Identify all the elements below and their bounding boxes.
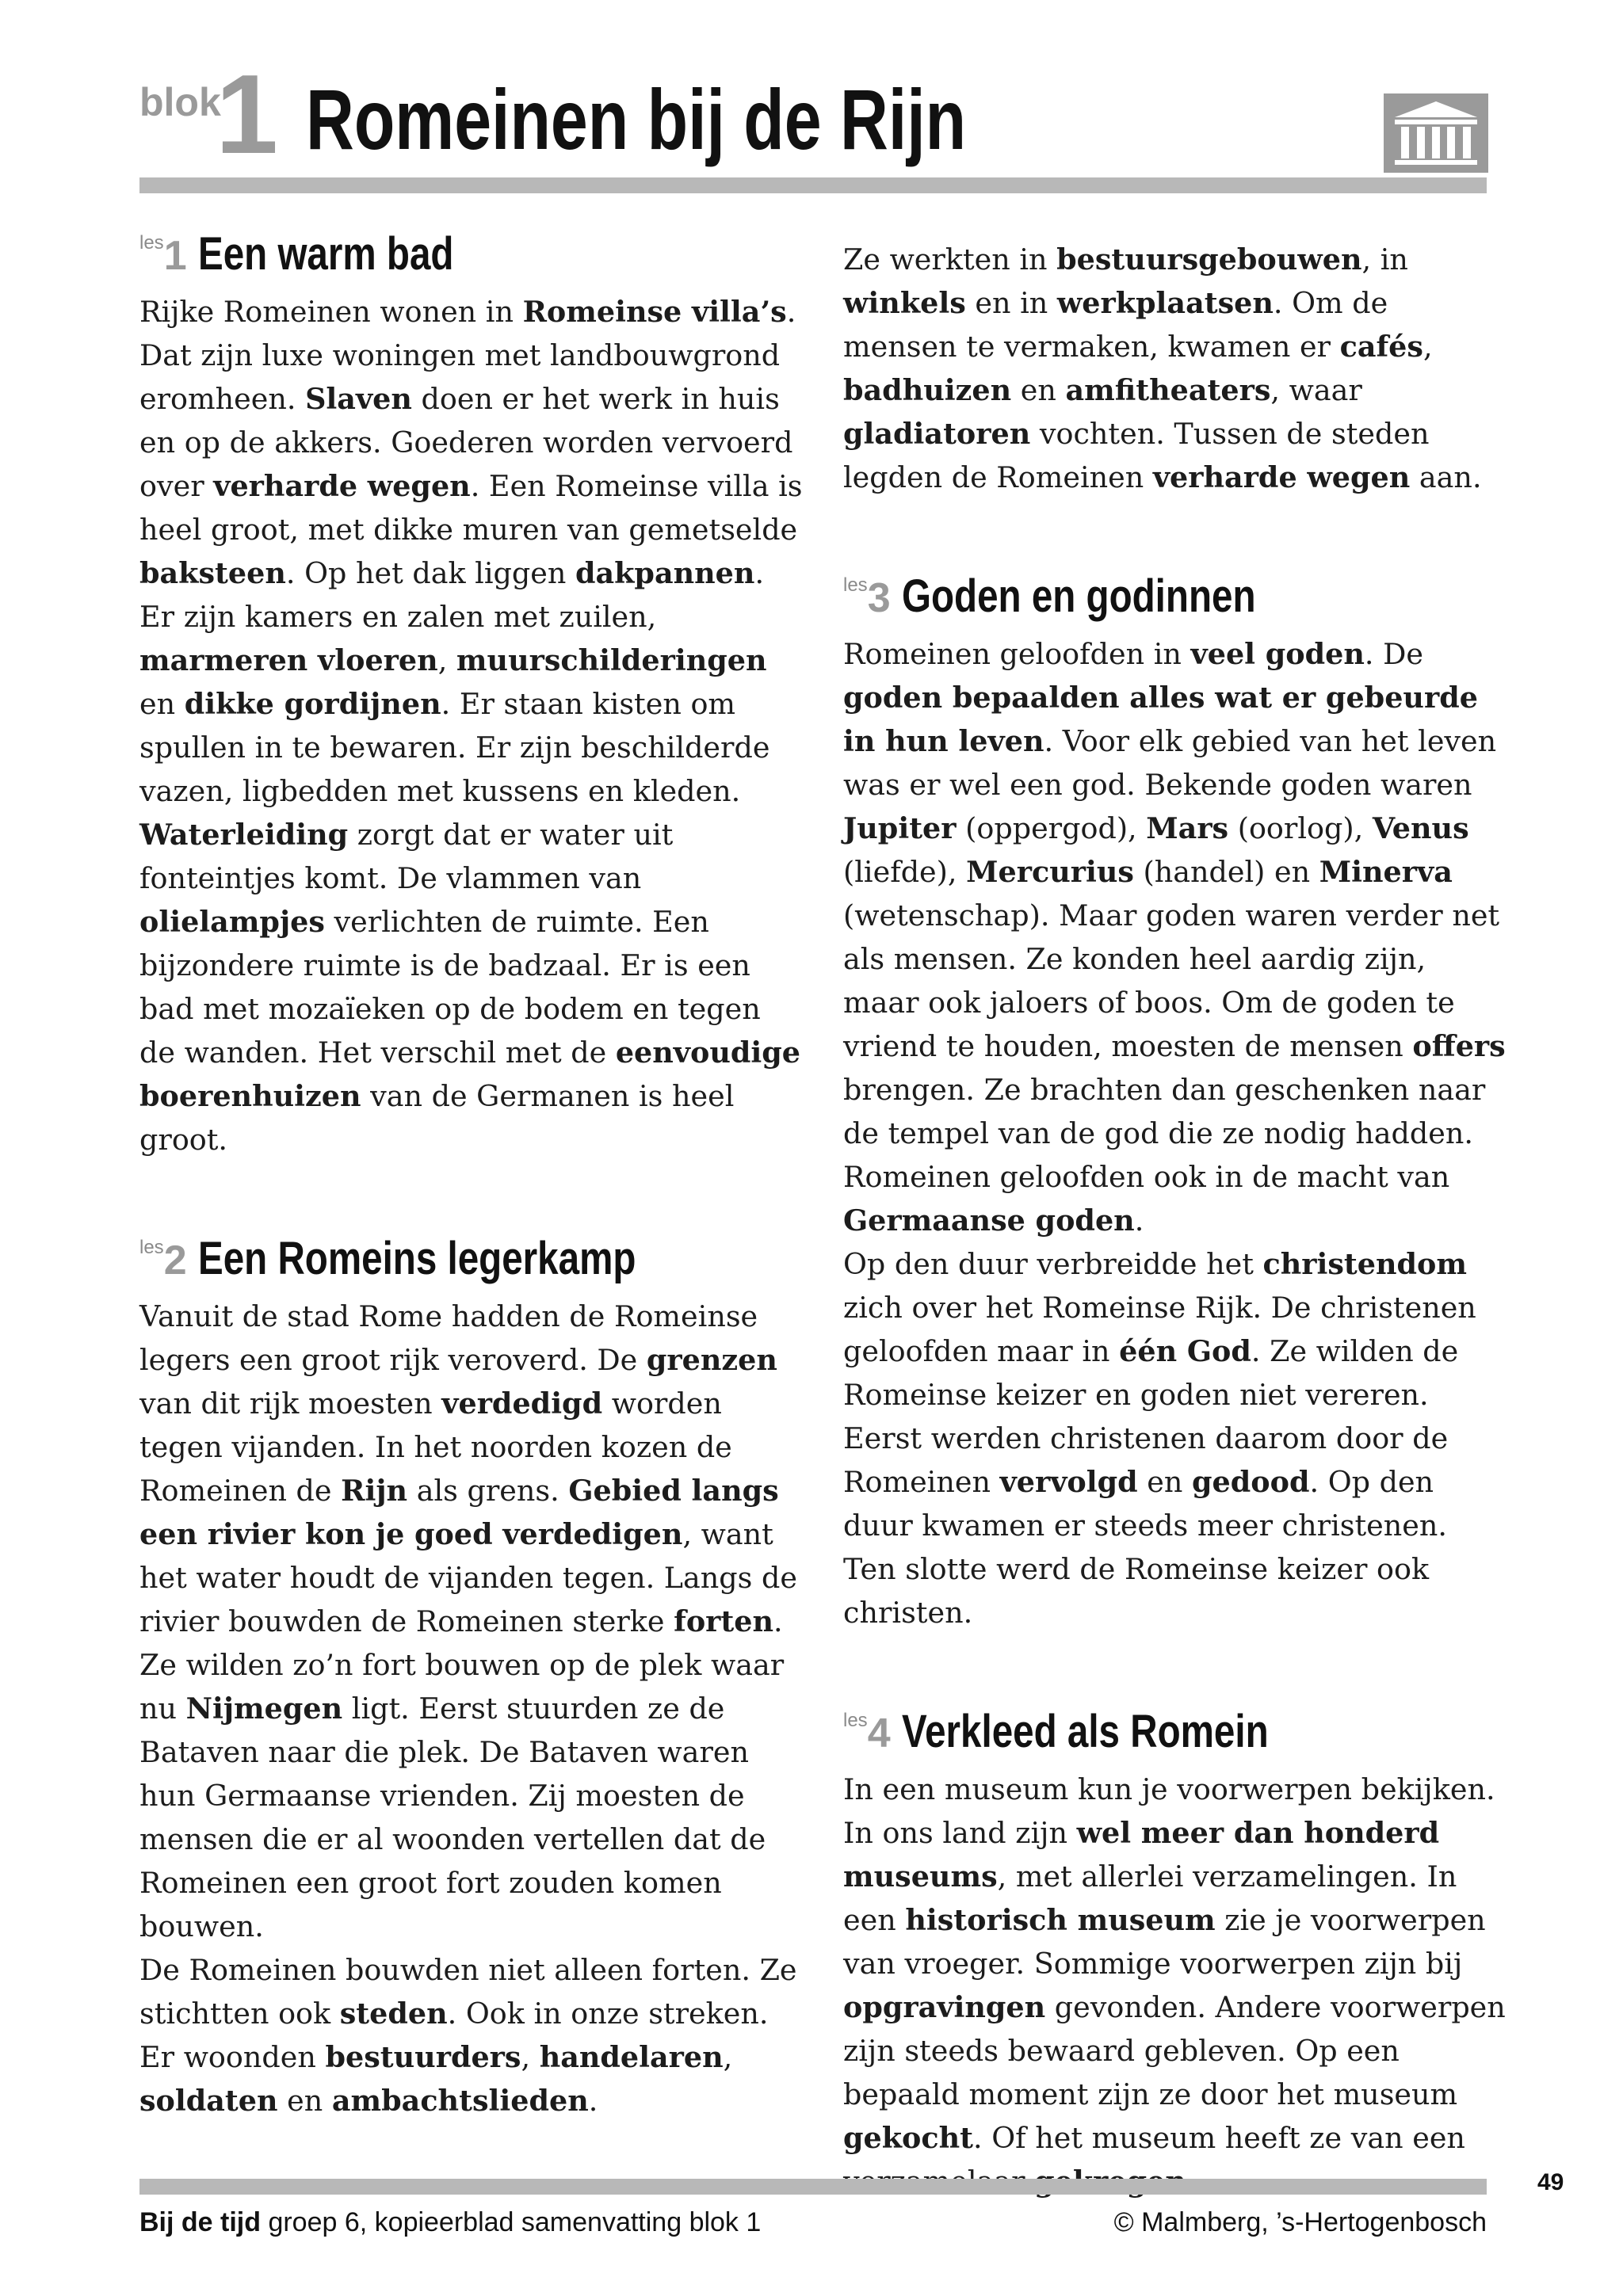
text-run: , [437,643,456,677]
paragraph [139,1948,805,2122]
paragraph [139,1295,805,1948]
section-les-4 [843,1706,1509,2203]
paragraph [843,632,1509,1242]
bold-term: verharde wegen [1152,460,1411,494]
bold-term: handelaren [539,2040,724,2074]
text-run: . Op het dak liggen [285,556,575,590]
text-run: Vanuit de stad Rome hadden de Romeinse legers een groot rijk veroverd. De [139,1299,758,1377]
les-number: 4 [867,1711,891,1756]
text-run: , in [1361,242,1408,277]
bold-term: gladiatoren [843,417,1031,451]
text-run: Op den duur verbreidde het [843,1247,1263,1281]
bold-term: historisch museum [905,1903,1216,1937]
paragraph [843,1768,1509,2203]
text-run: en [1137,1465,1193,1499]
bold-term: forten [674,1604,774,1638]
text-run: . [1134,1203,1144,1238]
bold-term: opgravingen [843,1990,1046,2024]
text-run: vochten. Tussen de steden legden de Romeinen [843,417,1430,494]
text-run: van de Germanen is heel groot. [139,1079,735,1157]
text-run: , want het water houdt de vijanden tegen. Langs de rivier bouwden de Romeinen sterke [139,1517,797,1638]
bold-term: Mercurius [966,855,1134,889]
paragraph [139,290,805,1161]
bold-term: verharde wegen [213,469,471,503]
series-detail: groep 6, kopieerblad samenvatting blok 1 [261,2207,762,2237]
text-run: . Voor elk gebied van het leven was er wel een god. Bekende goden waren [843,724,1497,802]
paragraph [843,1242,1509,1634]
section-heading [139,1233,805,1295]
bold-term: badhuizen [843,373,1012,407]
left-column [139,228,805,2122]
bold-term: gekocht [843,2121,974,2155]
section-title: Verkleed als Romein [901,1706,1269,1757]
section-title: Goden en godinnen [901,570,1256,622]
text-run: aan. [1410,460,1482,494]
bold-term: grenzen [646,1343,777,1377]
text-run: , [521,2040,540,2074]
text-run: , waar [1270,373,1362,407]
text-run: . Om de mensen te vermaken, kwamen er [843,286,1388,364]
les-number: 3 [867,575,891,621]
text-run: . Ze wilden de Romeinse keizer en goden niet vereren. Eerst werden christenen daarom door de Romeinen [843,1334,1459,1499]
blok-number: 1 [216,51,278,177]
text-run: worden tegen vijanden. In het noorden kozen de Romeinen de [139,1386,732,1508]
text-run: zich over het Romeinse Rijk. De christenen geloofden maar in [843,1291,1476,1368]
text-run: . [588,2084,598,2118]
bold-term: één God [1119,1334,1251,1368]
bold-term: marmeren vloeren [139,643,438,677]
text-run: . Dat zijn luxe woningen met landbouwgrond eromheen. [139,295,796,416]
text-run: en [1011,373,1066,407]
bold-term: veel goden [1190,637,1365,671]
section-heading [139,228,805,290]
bold-term: werkplaatsen [1056,286,1274,320]
bold-term: Waterleiding [139,818,349,852]
blok-label: blok [139,80,221,124]
temple-icon [1384,93,1488,173]
bold-term: gedood [1192,1465,1310,1499]
text-run: . De [1364,637,1423,671]
bold-term: wel meer dan honderd museums [843,1816,1440,1894]
text-run: . Op den duur kwamen er steeds meer christenen. Ten slotte werd de Romeinse keizer ook christen. [843,1465,1447,1630]
section-les-2-continued [843,238,1509,499]
section-title: Een warm bad [197,228,454,280]
section-body [843,238,1509,499]
text-run: De Romeinen bouwden niet alleen forten. Ze stichtten ook [139,1953,797,2031]
text-run: , [1423,330,1433,364]
text-run: , met allerlei verzamelingen. In een [843,1859,1457,1937]
text-run: verlichten de ruimte. Een bijzondere ruimte is de badzaal. Er is een bad met mozaïeken op de bodem en tegen de wanden. Het verschil met de [139,905,761,1070]
footer-copyright: © Malmberg, ’s-Hertogenbosch [1113,2207,1487,2237]
bold-term: Mars [1146,811,1229,845]
text-run: brengen. Ze brachten dan geschenken naar de tempel van de god die ze nodig hadden. Romeinen geloofden ook in de macht van [843,1073,1486,1194]
bold-term: Minerva [1319,855,1453,889]
bold-term: dakpannen [575,556,755,590]
bold-term: ambachtslieden [331,2084,589,2118]
section-body [843,1768,1509,2203]
text-run: en [277,2084,332,2118]
text-run: (wetenschap). Maar goden waren verder net als mensen. Ze konden heel aardig zijn, maar ook jaloers of boos. Om de goden te vriend te houden, moesten de mensen [843,898,1500,1063]
text-run: (handel) en [1133,855,1319,889]
bold-term: vervolgd [999,1465,1138,1499]
text-run: , [723,2040,733,2074]
section-heading [843,570,1509,632]
bold-term: Nijmegen [185,1691,343,1726]
bold-term: Jupiter [843,811,957,845]
bold-term: Gebied langs een rivier kon je goed verdedigen [139,1474,779,1551]
les-number: 2 [163,1238,187,1283]
text-run: gevonden. Andere voorwerpen zijn steeds bewaard gebleven. Op een bepaald moment zijn ze door het museum [843,1990,1506,2111]
text-run: zie je voorwerpen van vroeger. Sommige voorwerpen zijn bij [843,1903,1486,1981]
section-heading [843,1706,1509,1768]
text-run: . Of het museum heeft ze van een [973,2121,1465,2155]
bold-term: soldaten [139,2084,278,2118]
text-run: Rijke Romeinen wonen in [139,295,523,329]
section-body [139,290,805,1161]
les-number: 1 [163,233,187,279]
bold-term: Romeinse villa’s [522,295,787,329]
bold-term: Venus [1372,811,1469,845]
text-run: (oorlog), [1228,811,1373,845]
bold-term: steden [339,1997,448,2031]
text-run: van dit rijk moesten [139,1386,442,1421]
page-header [139,51,1487,181]
text-run: (oppergod), [956,811,1147,845]
bold-term: baksteen [139,556,286,590]
section-body [139,1295,805,2122]
bold-term: muurschilderingen [456,643,767,677]
bold-term: winkels [843,286,966,320]
text-run: (liefde), [843,855,967,889]
section-body [843,632,1509,1634]
text-run: zorgt dat er water uit fonteintjes komt. De vlammen van [139,818,674,895]
les-label: les [843,1710,868,1731]
text-run: doen er het werk in huis en op de akkers. Goederen worden vervoerd over [139,382,793,503]
bold-term: cafés [1339,330,1423,364]
les-label: les [139,1237,164,1258]
section-les-2 [139,1233,805,2122]
bold-term: offers [1412,1029,1506,1063]
bold-term: amfitheaters [1065,373,1271,407]
bold-term: verdedigd [441,1386,603,1421]
bold-term: Slaven [305,382,412,416]
text-run: als grens. [407,1474,569,1508]
bold-term: olielampjes [139,905,325,939]
text-run: . Een Romeinse villa is heel groot, met dikke muren van gemetselde [139,469,803,547]
text-run: Romeinen geloofden in [843,637,1191,671]
les-label: les [139,232,164,254]
text-run: . Er zijn kamers en zalen met zuilen, [139,556,765,634]
footer-rule [139,2179,1487,2195]
bold-term: goden bepaalden alles wat er gebeurde in hun leven [843,681,1478,758]
section-les-3 [843,570,1509,1634]
paragraph [843,238,1509,499]
text-run: ligt. Eerst stuurden ze de Bataven naar die plek. De Bataven waren hun Germaanse vrienden. Zij moesten de mensen die er al woonden vertellen dat de Romeinen een groot fort zouden komen bouwen. [139,1691,766,1943]
bold-term: Rijn [341,1474,408,1508]
section-les-1 [139,228,805,1161]
text-run: en in [965,286,1057,320]
page-title: Romeinen bij de Rijn [306,71,967,167]
bold-term: dikke gordijnen [184,687,441,721]
section-title: Een Romeins legerkamp [197,1233,636,1284]
page-number: 49 [1537,2169,1564,2195]
bold-term: bestuurders [325,2040,521,2074]
bold-term: Germaanse goden [843,1203,1135,1238]
text-run: . Er staan kisten om spullen in te bewaren. Er zijn beschilderde vazen, ligbedden met kussens en kleden. [139,687,770,808]
bold-term: bestuursgebouwen [1056,242,1362,277]
footer-series [139,2207,761,2238]
header-rule [139,177,1487,193]
text-run: . Ze wilden zo’n fort bouwen op de plek waar nu [139,1604,785,1726]
right-column [843,238,1509,2203]
bold-term: eenvoudige boerenhuizen [139,1035,801,1113]
text-run: . Ook in onze streken. Er woonden [139,1997,769,2074]
text-run: en [139,687,185,721]
text-run: Ze werkten in [843,242,1057,277]
les-label: les [843,574,868,596]
text-run: In een museum kun je voorwerpen bekijken. In ons land zijn [843,1772,1495,1850]
bold-term: christendom [1262,1247,1467,1281]
series-name: Bij de tijd [139,2207,261,2237]
